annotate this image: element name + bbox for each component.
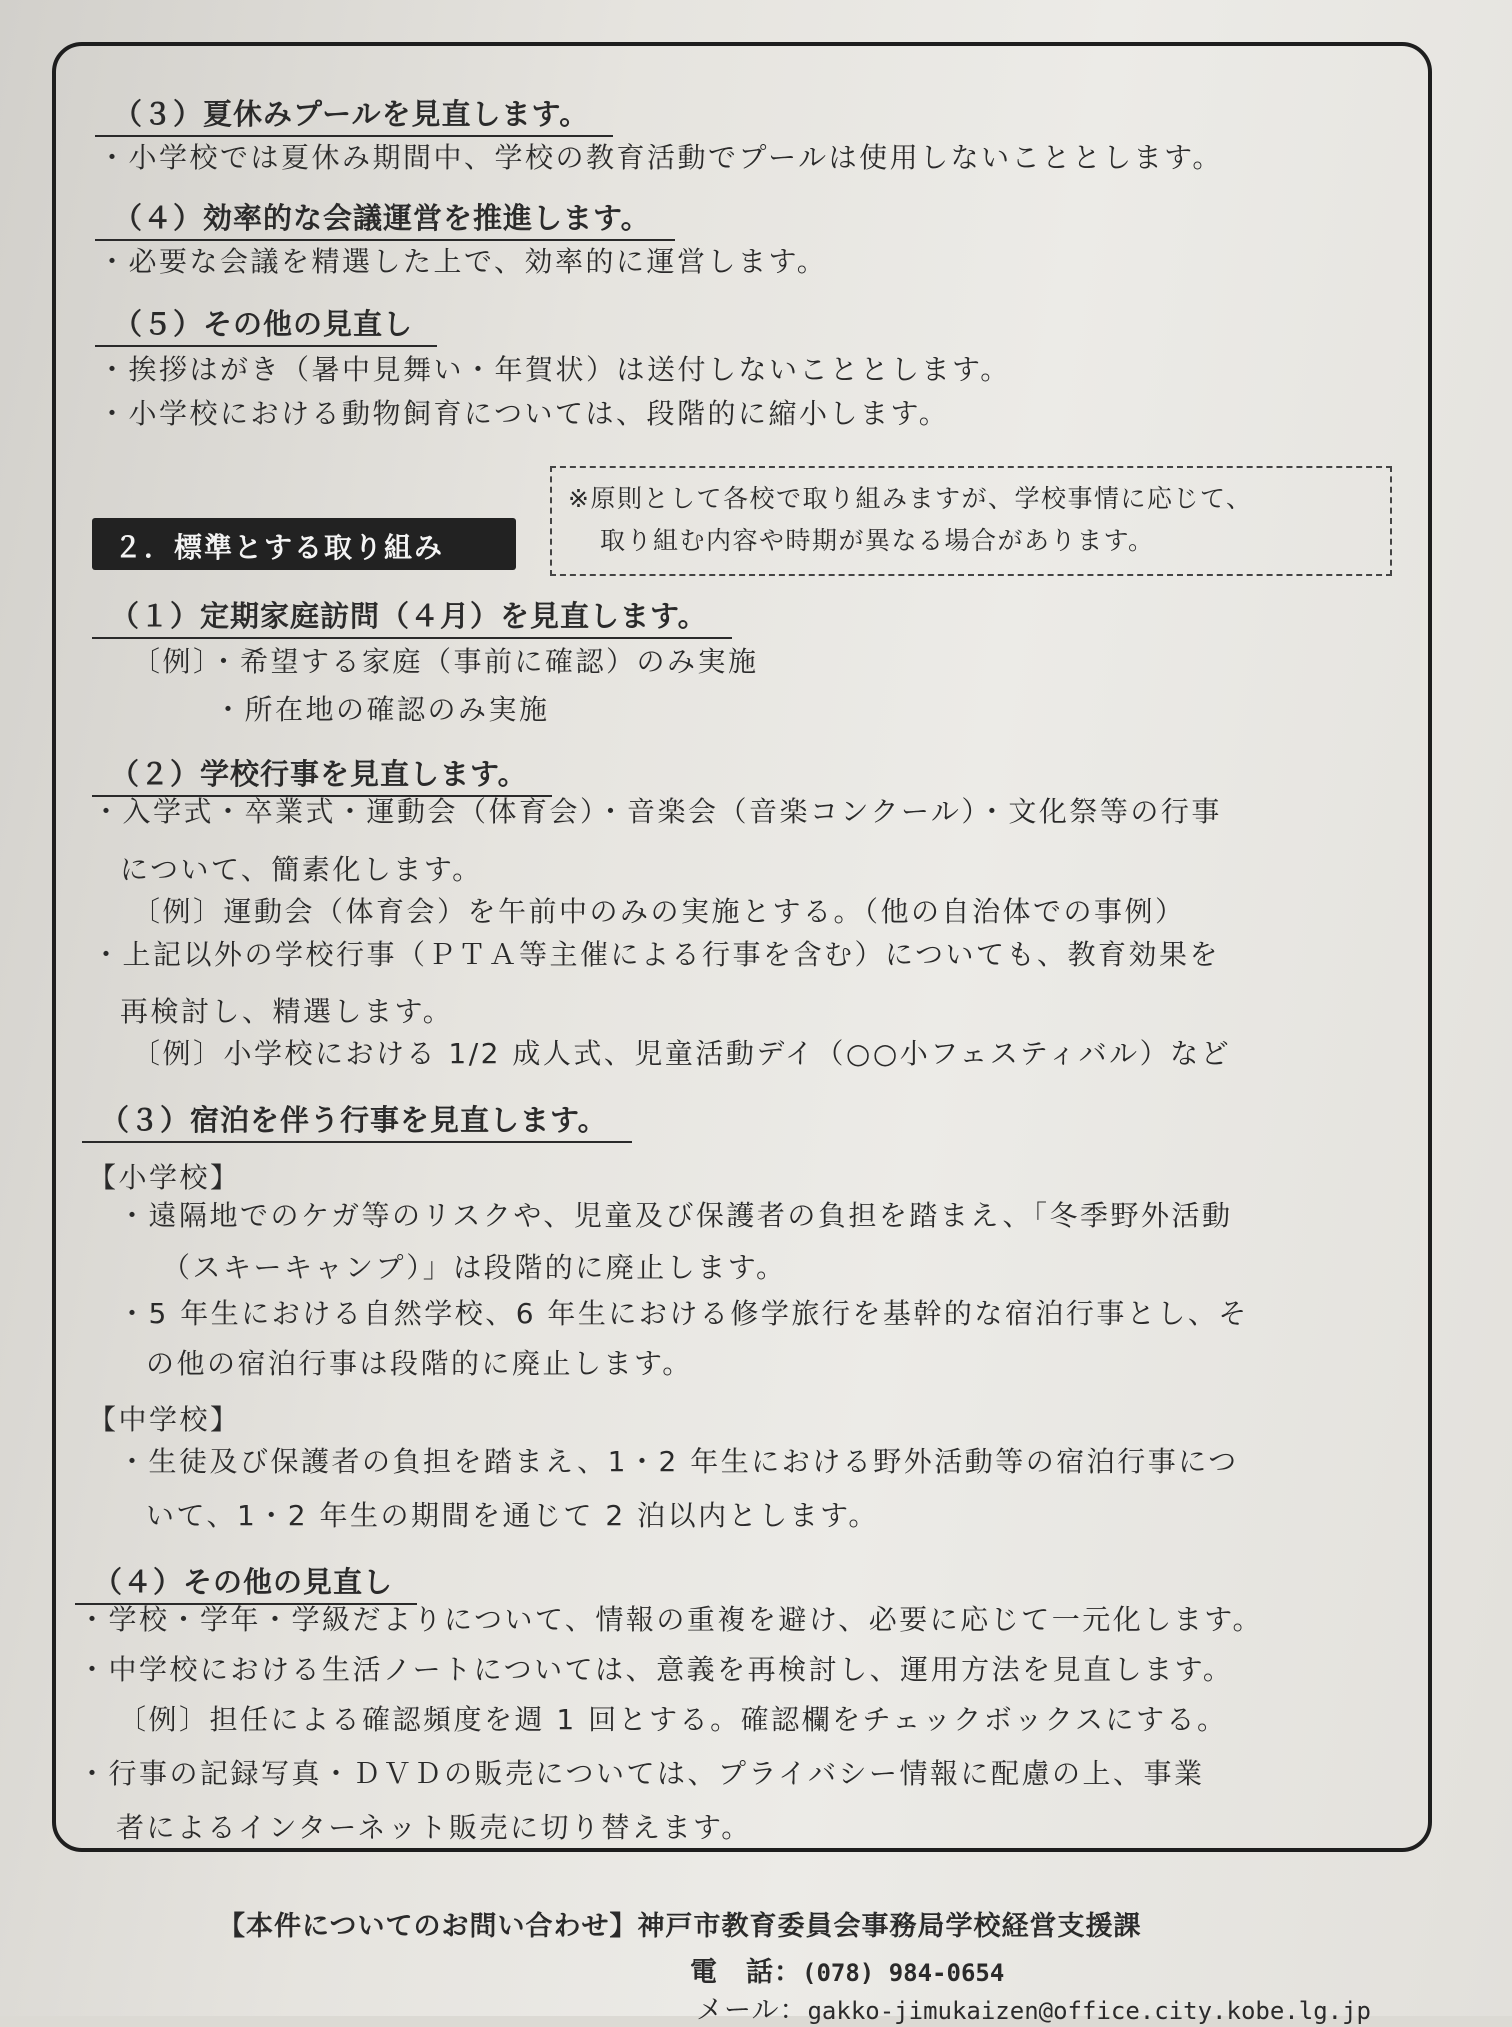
text-line: ・中学校における生活ノートについては、意義を再検討し、運用方法を見直します。 <box>78 1653 1234 1686</box>
text-line: ・入学式・卒業式・運動会（体育会）・音楽会（音楽コンクール）・文化祭等の行事 <box>92 795 1222 828</box>
text-line: 〔例〕担任による確認頻度を週 1 回とする。確認欄をチェックボックスにする。 <box>118 1703 1228 1736</box>
text-line: について、簡素化します。 <box>120 853 483 886</box>
text-line: ・上記以外の学校行事（ＰＴＡ等主催による行事を含む）についても、教育効果を <box>92 938 1220 971</box>
heading-home-visit: （１）定期家庭訪問（４月）を見直します。 <box>92 594 732 639</box>
heading-overnight-events: （３）宿泊を伴う行事を見直します。 <box>82 1098 632 1143</box>
text-line: の他の宿泊行事は段階的に廃止します。 <box>146 1347 693 1380</box>
text-line: ・遠隔地でのケガ等のリスクや、児童及び保護者の負担を踏まえ、「冬季野外活動 <box>118 1199 1233 1232</box>
subheading-elementary: 【小学校】 <box>88 1161 241 1194</box>
text-line: ・学校・学年・学級だよりについて、情報の重複を避け、必要に応じて一元化します。 <box>78 1603 1264 1636</box>
text-line: 再検討し、精選します。 <box>120 995 454 1028</box>
text-line: 〔例〕運動会（体育会）を午前中のみの実施とする。（他の自治体での事例） <box>132 895 1186 928</box>
subheading-junior-high: 【中学校】 <box>88 1403 241 1436</box>
note-line: 取り組む内容や時期が異なる場合があります。 <box>600 526 1155 555</box>
text-line: ・必要な会議を精選した上で、効率的に運営します。 <box>98 245 828 278</box>
mail-line <box>696 1988 1371 2027</box>
text-line: ・小学校では夏休み期間中、学校の教育活動でプールは使用しないこととします。 <box>98 141 1223 174</box>
text-line: 〔例〕・希望する家庭（事前に確認）のみ実施 <box>132 645 759 678</box>
contact-heading: 【本件についてのお問い合わせ】神戸市教育委員会事務局学校経営支援課 <box>218 1911 1142 1942</box>
text-line: ・所在地の確認のみ実施 <box>214 693 550 726</box>
phone-number: (078) 984-0654 <box>802 1959 1005 1987</box>
phone-line <box>690 1950 1004 1989</box>
text-line: ・挨拶はがき（暑中見舞い・年賀状）は送付しないこととします。 <box>98 353 1011 386</box>
text-line: ・行事の記録写真・ＤＶＤの販売については、プライバシー情報に配慮の上、事業 <box>78 1757 1205 1790</box>
text-line: ・5 年生における自然学校、6 年生における修学旅行を基幹的な宿泊行事とし、そ <box>118 1297 1249 1330</box>
text-line: 〔例〕小学校における 1/2 成人式、児童活動デイ（○○小フェスティバル）など <box>132 1037 1232 1070</box>
heading-other-review: （５）その他の見直し <box>95 302 437 347</box>
mail-address: gakko-jimukaizen@office.city.kobe.lg.jp <box>807 1997 1371 2025</box>
heading-meetings: （４）効率的な会議運営を推進します。 <box>95 196 675 241</box>
text-line: ・生徒及び保護者の負担を踏まえ、1・2 年生における野外活動等の宿泊行事につ <box>118 1445 1239 1478</box>
section-title-banner: ２．標準とする取り組み <box>92 518 516 570</box>
note-line: ※原則として各校で取り組みますが、学校事情に応じて、 <box>568 484 1253 513</box>
text-line: いて、1・2 年生の期間を通じて 2 泊以内とします。 <box>146 1499 879 1532</box>
text-line: ・小学校における動物飼育については、段階的に縮小します。 <box>98 397 950 430</box>
heading-other-review-2: （４）その他の見直し <box>75 1560 417 1605</box>
mail-label: メール： <box>696 1995 808 2026</box>
phone-label: 電 話： <box>690 1957 802 1988</box>
heading-summer-pool: （３）夏休みプールを見直します。 <box>95 92 613 137</box>
text-line: 者によるインターネット販売に切り替えます。 <box>116 1811 752 1844</box>
heading-school-events: （２）学校行事を見直します。 <box>92 752 552 797</box>
text-line: （スキーキャンプ）」は段階的に廃止します。 <box>162 1251 787 1284</box>
note-box <box>550 466 1392 576</box>
